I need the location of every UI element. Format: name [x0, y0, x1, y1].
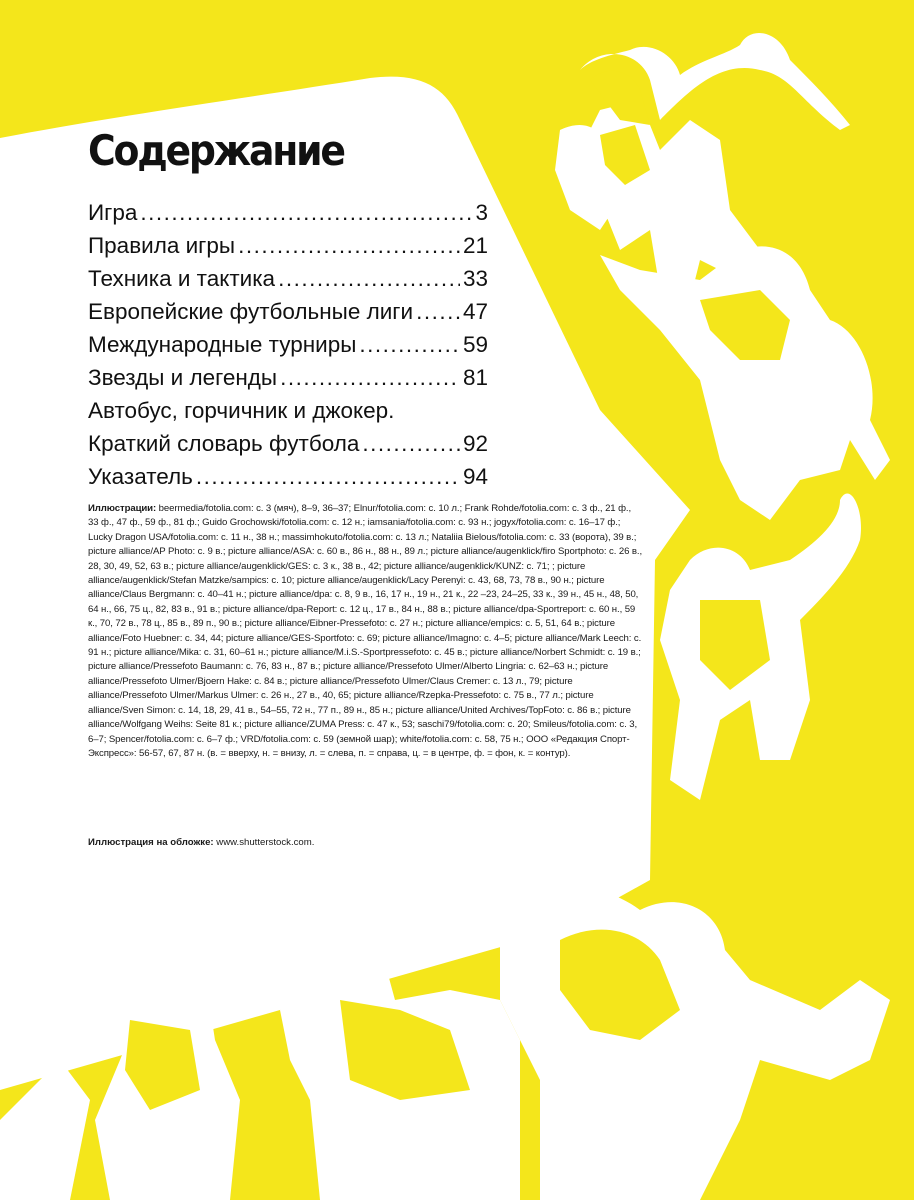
- cover-illustration-credit: [88, 836, 643, 850]
- toc-entry[interactable]: [88, 295, 488, 328]
- toc-entry-page: 94: [462, 464, 488, 489]
- toc-entry-label: Звезды и легенды: [88, 365, 278, 390]
- toc-entry-label: Европейские футбольные лиги: [88, 299, 414, 324]
- toc-entry-label-line1: Автобус, горчичник и джокер.: [88, 398, 395, 423]
- toc-dot-leader: [416, 295, 460, 328]
- toc-dot-leader: [238, 229, 460, 262]
- page-title: Содержание: [88, 126, 344, 175]
- toc-dot-leader: [196, 460, 460, 493]
- toc-entry[interactable]: [88, 262, 488, 295]
- illustration-credits: [88, 502, 643, 761]
- toc-entry[interactable]: [88, 328, 488, 361]
- toc-dot-leader: [362, 427, 460, 460]
- toc-entry-page: 81: [462, 365, 488, 390]
- credits-text: beermedia/fotolia.com: с. 3 (мяч), 8–9, 36–37; Elnur/fotolia.com: с. 10 л.; Frank Rohde/fotolia.com: с. 3 ф., 21 ф., 33 ф., 47 ф., 59 ф., 81 ф.; Guido Grochowski/fotolia.com: с. 12 н.; iamsania/fotolia.com: с. 93 н.; jogyx/fotolia.com: с. 16–17 ф.; Lucky Dragon USA/fotolia.com: с. 11 н., 38 н.; massimhokuto/fotolia.com: с. 13 л.; Nataliia Bielous/fotolia.com: с. 33 (ворота), 39 в.; picture alliance/AP Photo: с. 9 в.; picture alliance/ASA: с. 60 в., 86 н., 88 н., 89 л.; picture alliance/augenklick/firo Sportphoto: с. 26 в., 28, 30, 49, 52, 63 в.; picture alliance/augenklick/GES: с. 3 к., 38 в., 42; picture alliance/augenklick/KUNZ: с. 71; ; picture alliance/augenklick/Stefan Matzke/sampics: с. 10; picture alliance/augenklick/Lacy Perenyi: с. 43, 68, 73, 78 в., 90 н.; picture alliance/Claus Bergmann: с. 40–41 н.; picture alliance/dpa: с. 8, 9 в., 16, 17 н., 19 н., 21 к., 22 –23, 24–25, 33 к., 39 н., 45 н., 48, 50, 64 н., 66, 75 ц., 82, 83 в., 91 в.; picture alliance/dpa-Report: с. 12 ц., 17 в., 84 н., 88 в.; picture alliance/dpa-Sportreport: с. 60 н., 59 к., 70, 72 в., 78 ц., 85 в., 89 п., 90 в.; picture alliance/Eibner-Pressefoto: с. 27 н.; picture alliance/empics: с. 5, 51, 64 в.; picture alliance/Foto Huebner: с. 34, 44; picture alliance/GES-Sportfoto: с. 69; picture alliance/Imagno: с. 4–5; picture alliance/Mark Leech: с. 91 н.; picture alliance/Mika: с. 31, 60–61 н.; picture alliance/M.i.S.-Sportpressefoto: с. 45 в.; picture alliance/Norbert Schmidt: с. 19 в.; picture alliance/Pressefoto Baumann: с. 76, 83 н., 87 в.; picture alliance/Pressefoto Ulmer/Alberto Lingria: с. 62–63 н.; picture alliance/Pressefoto Ulmer/Bjoern Hake: с. 84 в.; picture alliance/Pressefoto Ulmer/Claus Cremer: с. 13 л., 79; picture alliance/Pressefoto Ulmer/Markus Ulmer: с. 26 н., 27 в., 40, 65; picture alliance/Rzepka-Pressefoto: с. 75 в., 77 л.; picture alliance/Sven Simon: с. 14, 18, 29, 41 в., 54–55, 72 н., 77 п., 89 н., 85 н.; picture alliance/United Archives/TopFoto: с. 86 в.; picture alliance/Wolfgang Weihs: Seite 81 к.; picture alliance/ZUMA Press: с. 47 к., 53; saschi79/fotolia.com: с. 20; Smileus/fotolia.com: с. 3, 6–7; Spencer/fotolia.com: с. 6–7 ф.; VRD/fotolia.com: с. 59 (земной шар); white/fotolia.com: с. 58, 75 н.; ООО «Редакция Спорт-Экспресс»: 56-57, 67, 87 н. (в. = вверху, н. = внизу, л. = слева, п. = справа, ц. = в центре, ф. = фон, к. = контур).: [88, 503, 643, 759]
- toc-entry[interactable]: [88, 460, 488, 493]
- credits-label: Иллюстрации:: [88, 503, 157, 514]
- toc-entry-page: 59: [462, 332, 488, 357]
- toc-entry-label: Техника и тактика: [88, 266, 276, 291]
- toc-entry-page: 33: [462, 266, 488, 291]
- toc-entry-label: Краткий словарь футбола: [88, 431, 360, 456]
- toc-entry-label: Игра: [88, 200, 138, 225]
- toc-dot-leader: [280, 361, 460, 394]
- toc-entry-label: Правила игры: [88, 233, 236, 258]
- toc-entry-label: Международные турниры: [88, 332, 357, 357]
- toc-entry-page: 47: [462, 299, 488, 324]
- toc-entry-page: 21: [462, 233, 488, 258]
- toc-entry[interactable]: [88, 196, 488, 229]
- cover-credit-text: www.shutterstock.com.: [216, 837, 315, 848]
- toc-dot-leader: [140, 196, 472, 229]
- toc-entry-page: 3: [475, 200, 488, 225]
- toc-entry[interactable]: [88, 361, 488, 394]
- toc-entry[interactable]: [88, 229, 488, 262]
- toc-entry[interactable]: [88, 394, 488, 460]
- cover-credit-label: Иллюстрация на обложке:: [88, 837, 214, 848]
- toc-dot-leader: [359, 328, 460, 361]
- table-of-contents: [88, 196, 488, 493]
- toc-entry-label: Указатель: [88, 464, 193, 489]
- toc-entry-page: 92: [462, 431, 488, 456]
- toc-dot-leader: [278, 262, 460, 295]
